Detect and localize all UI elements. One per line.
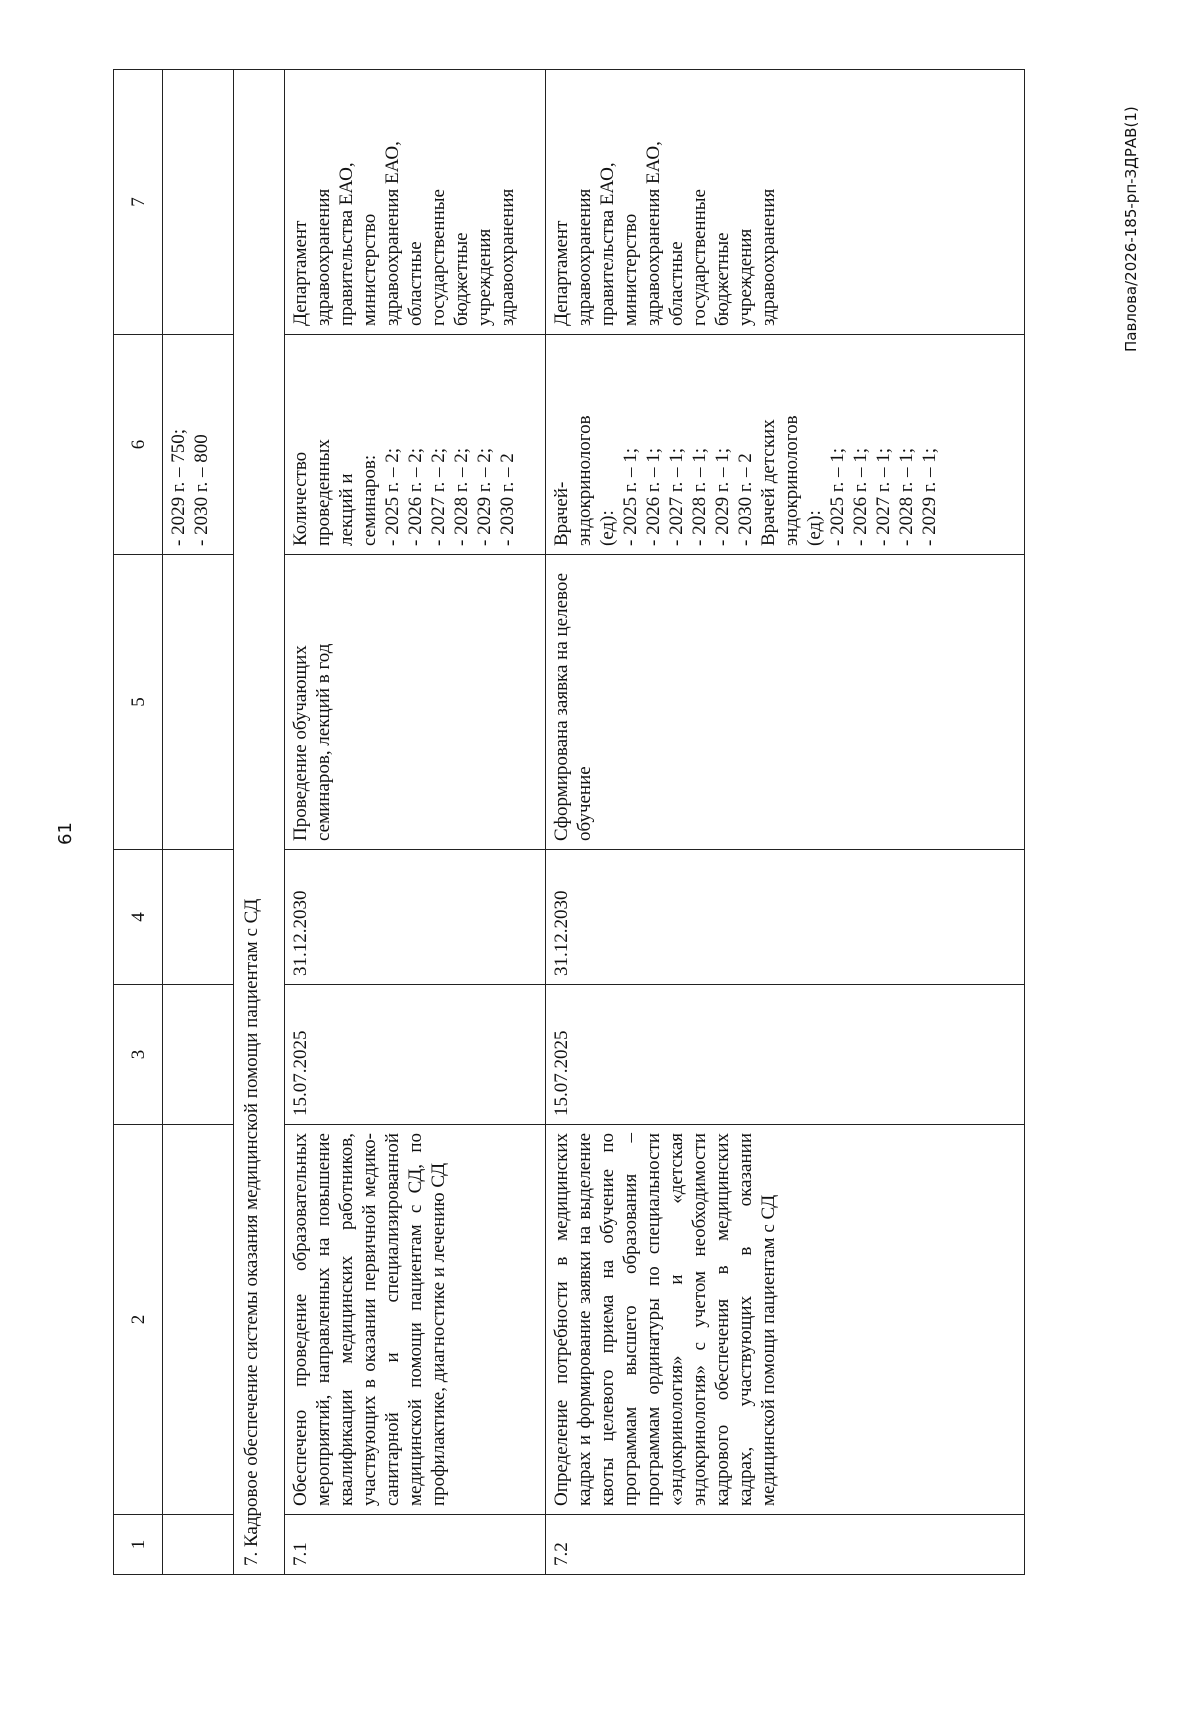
responsible-line: государственные	[689, 189, 710, 326]
indicator-line: - 2028 г. – 1;	[896, 447, 917, 546]
rotated-table-frame	[113, 70, 1118, 1575]
indicator-line: - 2027 г. – 2;	[428, 447, 449, 546]
header-cell: 4	[114, 850, 163, 985]
table-cell	[163, 1515, 234, 1575]
header-cell: 7	[114, 70, 163, 335]
end-date: 31.12.2030	[285, 850, 546, 985]
measure-description: Обеспечено проведение образовательных мероприятий, направленных на повышение квалификации медицинских работников, участвующих в оказании первичной медико-санитарной и специализированной медицинской помощи пациентам с СД, по профилактике, диагностике и лечению СД	[285, 1125, 546, 1515]
indicator-line: - 2030 г. – 800	[191, 434, 212, 546]
indicator-cell	[163, 335, 234, 555]
indicator-line: - 2029 г. – 1;	[919, 447, 940, 546]
indicator-cell	[546, 335, 1025, 555]
table-cell	[163, 70, 234, 335]
header-cell: 1	[114, 1515, 163, 1575]
responsible-line: государственные	[428, 189, 449, 326]
responsible-cell	[546, 70, 1025, 335]
responsible-line: здравоохранения	[313, 188, 334, 326]
page-number: 61	[55, 822, 76, 845]
responsible-line: областные	[405, 241, 426, 326]
indicator-line: - 2029 г. – 2;	[474, 447, 495, 546]
document-code: Павлова/2026-185-рп-ЗДРАВ(1)	[1122, 106, 1140, 352]
responsible-line: учреждения	[735, 228, 756, 326]
section-title: 7. Кадровое обеспечение системы оказания медицинской помощи пациентам с СД	[234, 70, 285, 1575]
responsible-line: здравоохранения	[497, 188, 518, 326]
responsible-line: здравоохранения	[574, 188, 595, 326]
indicator-line: - 2030 г. – 2	[497, 453, 518, 546]
indicator-line: семинаров:	[359, 454, 380, 546]
indicator-line: Количество	[290, 451, 311, 546]
indicator-line: Врачей-	[551, 481, 572, 546]
indicator-line: (ед):	[597, 510, 618, 546]
indicator-line: лекций и	[336, 473, 357, 546]
indicator-line: проведенных	[313, 439, 334, 546]
table-cell	[163, 985, 234, 1125]
indicator-line: - 2029 г. – 1;	[712, 447, 733, 546]
indicator-line: Врачей детских	[758, 419, 779, 546]
header-cell: 3	[114, 985, 163, 1125]
indicator-line: - 2025 г. – 1;	[620, 447, 641, 546]
expected-result: Сформирована заявка на целевое обучение	[546, 555, 1025, 850]
responsible-line: Департамент	[551, 220, 572, 326]
indicator-line: - 2028 г. – 1;	[689, 447, 710, 546]
section-row	[234, 70, 285, 1575]
indicator-line: - 2026 г. – 1;	[643, 447, 664, 546]
start-date: 15.07.2025	[546, 985, 1025, 1125]
measures-table	[113, 69, 1025, 1575]
indicator-line: - 2026 г. – 1;	[850, 447, 871, 546]
expected-result: Проведение обучающих семинаров, лекций в год	[285, 555, 546, 850]
indicator-line: (ед):	[804, 510, 825, 546]
responsible-line: здравоохранения	[758, 188, 779, 326]
responsible-line: министерство	[359, 213, 380, 326]
responsible-line: правительства ЕАО,	[597, 162, 618, 326]
responsible-line: учреждения	[474, 228, 495, 326]
table-cell	[163, 555, 234, 850]
header-row	[114, 70, 163, 1575]
responsible-line: областные	[666, 241, 687, 326]
table-cell	[163, 1125, 234, 1515]
responsible-cell	[285, 70, 546, 335]
table-cell	[163, 850, 234, 985]
indicator-line: - 2029 г. – 750;	[168, 428, 189, 546]
header-cell: 2	[114, 1125, 163, 1515]
responsible-line: бюджетные	[451, 232, 472, 326]
indicator-cell	[285, 335, 546, 555]
indicator-line: - 2025 г. – 1;	[827, 447, 848, 546]
responsible-line: здравоохранения ЕАО,	[643, 141, 664, 326]
measure-description: Определение потребности в медицинских кадрах и формирование заявки на выделение квоты целевого приема на обучение по программам высшего образования – программам ординатуры по специальности «эндокринология» и «детская эндокринология» с учетом необходимости кадрового обеспечения в медицинских кадрах, участвующих в оказании медицинской помощи пациентам с СД	[546, 1125, 1025, 1515]
indicator-line: - 2028 г. – 2;	[451, 447, 472, 546]
table-row	[285, 70, 546, 1575]
responsible-line: министерство	[620, 213, 641, 326]
end-date: 31.12.2030	[546, 850, 1025, 985]
indicator-line: - 2030 г. – 2	[735, 453, 756, 546]
responsible-line: правительства ЕАО,	[336, 162, 357, 326]
header-cell: 6	[114, 335, 163, 555]
indicator-line: - 2025 г. – 2;	[382, 447, 403, 546]
indicator-line: - 2026 г. – 2;	[405, 447, 426, 546]
row-number: 7.1	[285, 1515, 546, 1575]
header-cell: 5	[114, 555, 163, 850]
indicator-line: эндокринологов	[574, 415, 595, 546]
row-number: 7.2	[546, 1515, 1025, 1575]
indicator-line: - 2027 г. – 1;	[666, 447, 687, 546]
start-date: 15.07.2025	[285, 985, 546, 1125]
continuation-row	[163, 70, 234, 1575]
table-row	[546, 70, 1025, 1575]
responsible-line: здравоохранения ЕАО,	[382, 141, 403, 326]
indicator-line: эндокринологов	[781, 415, 802, 546]
responsible-line: бюджетные	[712, 232, 733, 326]
responsible-line: Департамент	[290, 220, 311, 326]
indicator-line: - 2027 г. – 1;	[873, 447, 894, 546]
